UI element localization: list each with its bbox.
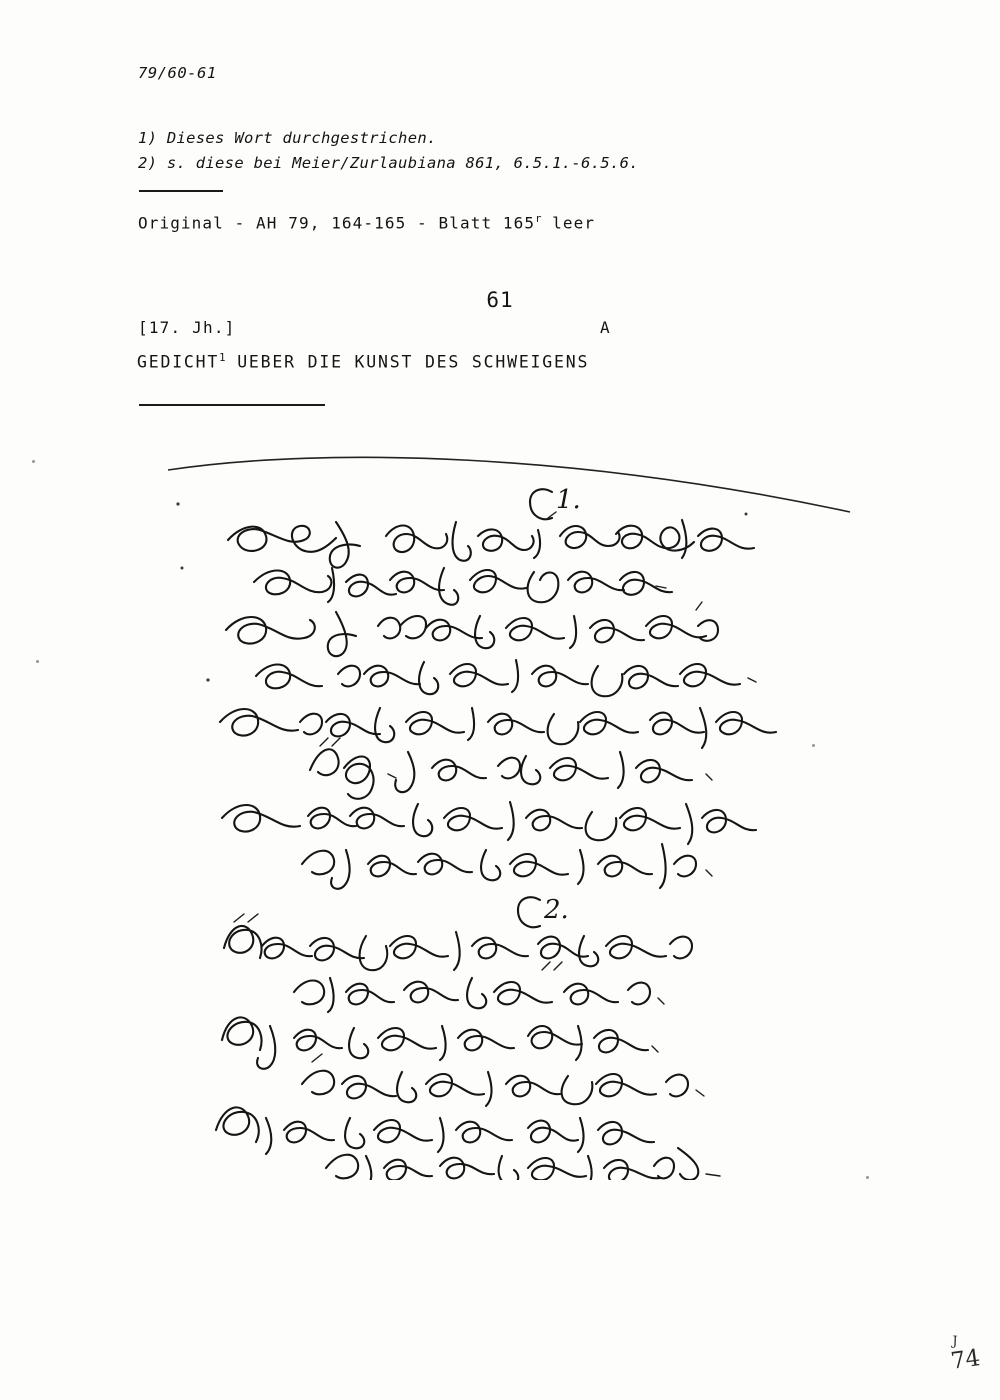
page-number: 61 <box>486 288 514 312</box>
page-title-word: GEDICHT <box>137 352 220 372</box>
horizontal-rule-short <box>139 190 223 192</box>
pencil-tick: J <box>952 1334 958 1350</box>
side-letter: A <box>600 318 611 337</box>
page-title-rest: UEBER DIE KUNST DES SCHWEIGENS <box>225 352 590 372</box>
pencil-archive-mark <box>948 1334 982 1374</box>
original-source-superscript: r <box>535 213 542 225</box>
scan-speck <box>32 460 35 463</box>
date-bracket: [17. Jh.] <box>138 318 236 337</box>
footnote-2: 2) s. diese bei Meier/Zurlaubiana 861, 6.5.1.-6.5.6. <box>138 154 639 172</box>
original-source-line <box>138 213 595 232</box>
scan-speck <box>36 660 39 663</box>
original-source-suffix: leer <box>541 213 596 233</box>
footnote-1: 1) Dieses Wort durchgestrichen. <box>138 129 437 147</box>
page-title-superscript: 1 <box>219 352 226 364</box>
manuscript-facsimile <box>150 440 870 1180</box>
folio-reference: 79/60-61 <box>138 64 217 82</box>
page-title <box>137 352 589 372</box>
svg-text:1.: 1. <box>556 485 581 515</box>
original-source-prefix: Original - AH 79, 164-165 - Blatt 165 <box>138 213 536 233</box>
footnotes <box>138 126 639 176</box>
svg-text:2.: 2. <box>544 895 569 925</box>
pencil-number: 74 <box>949 1345 982 1375</box>
horizontal-rule-long <box>139 404 325 406</box>
